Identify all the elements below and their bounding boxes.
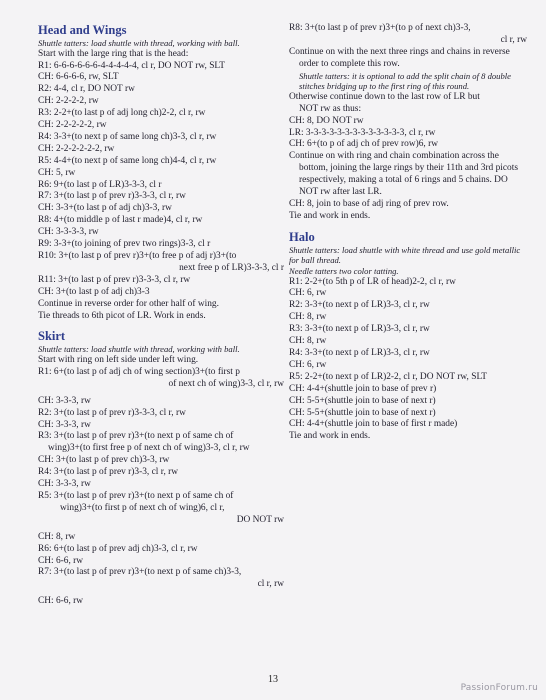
pattern-line: CH: 6+(to p of adj ch of prev row)6, rw: [289, 139, 439, 150]
pattern-line: R5: 2-2+(to next p of LR)2-2, cl r, DO NOT rw, SLT: [289, 371, 488, 382]
pattern-line: R4: 3-3+(to next p of LR)3-3, cl r, rw: [289, 348, 430, 358]
pattern-line: CH: 6-6-6-6, rw, SLT: [38, 72, 119, 83]
pattern-line: R8: 4+(to middle p of last r made)4, cl r, rw: [38, 215, 203, 226]
tie-instruction: Tie and work in ends.: [289, 431, 371, 442]
pattern-line: CH: 8, join to base of adj ring of prev row.: [289, 198, 449, 209]
head-wings-heading: Head and Wings: [38, 23, 127, 37]
pattern-line: R4: 3+(to last p of prev r)3-3, cl r, rw: [38, 467, 179, 478]
head-wings-intro: Start with the large ring that is the head:: [38, 48, 189, 59]
pattern-line: CH: 5, rw: [38, 167, 76, 178]
right-column: [289, 23, 527, 443]
pattern-line-continued: next free p of LR)3-3-3, cl r: [179, 262, 284, 273]
continue-instruction: Continue on with the next three rings and chains in reverse order to complete this row.: [289, 46, 510, 69]
pattern-line: CH: 8, DO NOT rw: [289, 115, 364, 126]
pattern-line-continued: NOT rw as thus:: [299, 103, 362, 114]
head-wings-note: Shuttle tatters: load shuttle with thread, working with ball.: [38, 38, 240, 48]
pattern-line: CH: 3-3-3, rw: [38, 479, 91, 490]
pattern-line: R2: 3+(to last p of prev r)3-3-3, cl r, rw: [38, 407, 186, 418]
halo-heading: Halo: [289, 229, 315, 244]
pattern-line: R1: 2-2+(to 5th p of LR of head)2-2, cl r, rw: [289, 276, 456, 287]
pattern-line: R2: 4-4, cl r, DO NOT rw: [38, 84, 135, 95]
pattern-line-continued: of next ch of wing)3-3, cl r, rw: [168, 378, 284, 389]
pattern-line: CH: 6-6, rw: [38, 555, 84, 566]
pattern-line: CH: 3-3-3-3, rw: [38, 227, 99, 238]
halo-note: Shuttle tatters: load shuttle with white thread and use gold metallic for ball thread.: [289, 244, 521, 266]
pattern-line: CH: 3-3-3, rw: [38, 419, 91, 430]
pattern-line: R5: 3+(to last p of prev r)3+(to next p of same ch of: [38, 491, 234, 501]
watermark: PassionForum.ru: [460, 683, 538, 693]
skirt-heading: Skirt: [38, 329, 66, 344]
pattern-line: CH: 3-3-3, rw: [38, 395, 91, 406]
continue-instruction: Otherwise continue down to the last row of LR but: [289, 91, 480, 102]
pattern-line: CH: 5-5+(shuttle join to base of next r): [289, 395, 436, 406]
pattern-line: CH: 8, rw: [38, 531, 76, 542]
pattern-line: CH: 4-4+(shuttle join to base of first r made): [289, 419, 458, 430]
pattern-line: CH: 3+(to last p of adj ch)3-3: [38, 286, 150, 297]
pattern-line-continued: cl r, rw: [500, 34, 527, 45]
skirt-note: Shuttle tatters: load shuttle with thread, working with ball.: [38, 344, 240, 355]
skirt-intro: Start with ring on left side under left wing.: [38, 355, 199, 366]
halo-rounds: [289, 277, 527, 444]
pattern-line-continued: cl r, rw: [257, 579, 284, 590]
pattern-line: R11: 3+(to last p of prev r)3-3-3, cl r, rw: [38, 274, 191, 285]
page-number: 13: [268, 674, 278, 685]
pattern-line-continued: wing)3+(to first free p of next ch of wing)3-3, cl r, rw: [48, 443, 250, 454]
pattern-line: CH: 8, rw: [289, 336, 327, 347]
pattern-line: CH: 3-3+(to last p of adj ch)3-3, rw: [38, 203, 172, 214]
pattern-line: R1: 6-6-6-6-6-6-4-4-4-4-4, cl r, DO NOT rw, SLT: [38, 60, 226, 71]
pattern-line: CH: 3+(to last p of prev ch)3-3, rw: [38, 455, 170, 466]
pattern-line: CH: 6, rw: [289, 288, 327, 299]
left-column: [38, 23, 284, 608]
tie-instruction: Tie and work in ends.: [289, 210, 371, 221]
pattern-line: CH: 5-5+(shuttle join to base of next r): [289, 407, 436, 418]
pattern-line: Tie threads to 6th picot of LR. Work in ends.: [38, 310, 206, 321]
pattern-line-continued: wing)3+(to first p of next ch of wing)6, cl r,: [60, 502, 225, 513]
pattern-line: Continue in reverse order for other half of wing.: [38, 298, 219, 309]
pattern-line: R3: 2-2+(to last p of adj long ch)2-2, cl r, rw: [38, 108, 206, 119]
pattern-line: R5: 4-4+(to next p of same long ch)4-4, cl r, rw: [38, 155, 217, 166]
pattern-line: CH: 6, rw: [289, 359, 327, 370]
pattern-line: R10: 3+(to last p of prev r)3+(to free p of adj r)3+(to: [38, 251, 237, 261]
pattern-line: R3: 3-3+(to next p of LR)3-3, cl r, rw: [289, 324, 430, 335]
pattern-line: R6: 6+(to last p of prev adj ch)3-3, cl r, rw: [38, 543, 198, 554]
pattern-line: R1: 6+(to last p of adj ch of wing section)3+(to first p: [38, 366, 240, 377]
pattern-line: R3: 3+(to last p of prev r)3+(to next p of same ch of: [38, 431, 234, 442]
pattern-line: CH: 2-2-2-2-2-2, rw: [38, 143, 115, 154]
head-wings-rounds: [38, 61, 284, 323]
pattern-line: LR: 3-3-3-3-3-3-3-3-3-3-3-3-3, cl r, rw: [289, 127, 436, 138]
optional-split-chain-note: Shuttle tatters: it is optional to add the split chain of 8 double stitches bridging up to the first ring of this round.: [299, 70, 511, 92]
pattern-line: CH: 2-2-2-2-2, rw: [38, 120, 107, 131]
pattern-line: CH: 4-4+(shuttle join to base of prev r): [289, 383, 437, 394]
pattern-line: R4: 3-3+(to next p of same long ch)3-3, cl r, rw: [38, 131, 217, 142]
pattern-line: R7: 3+(to last p of prev r)3-3-3, cl r, rw: [38, 191, 186, 202]
pattern-line: R7: 3+(to last p of prev r)3+(to next p of same ch)3-3,: [38, 567, 242, 578]
pattern-line: CH: 6-6, rw: [38, 596, 84, 607]
pattern-line: CH: 8, rw: [289, 312, 327, 323]
halo-note-needle: Needle tatters two color tatting.: [289, 265, 399, 276]
pattern-line: R9: 3-3+(to joining of prev two rings)3-3, cl r: [38, 239, 211, 250]
pattern-line: R6: 9+(to last p of LR)3-3-3, cl r: [38, 179, 162, 190]
continue-instruction: Continue on with ring and chain combination across the bottom, joining the large rings by their 11th and 3rd picots respectively, making a total of 6 rings and 5 chains. DO NOT rw after last LR.: [289, 151, 518, 198]
pattern-line: CH: 2-2-2-2, rw: [38, 96, 99, 107]
pattern-line: R8: 3+(to last p of prev r)3+(to p of next ch)3-3,: [289, 23, 471, 33]
pattern-line: R2: 3-3+(to next p of LR)3-3, cl r, rw: [289, 300, 430, 311]
pattern-line-continued: DO NOT rw: [236, 514, 284, 525]
skirt-rounds: [38, 367, 284, 608]
